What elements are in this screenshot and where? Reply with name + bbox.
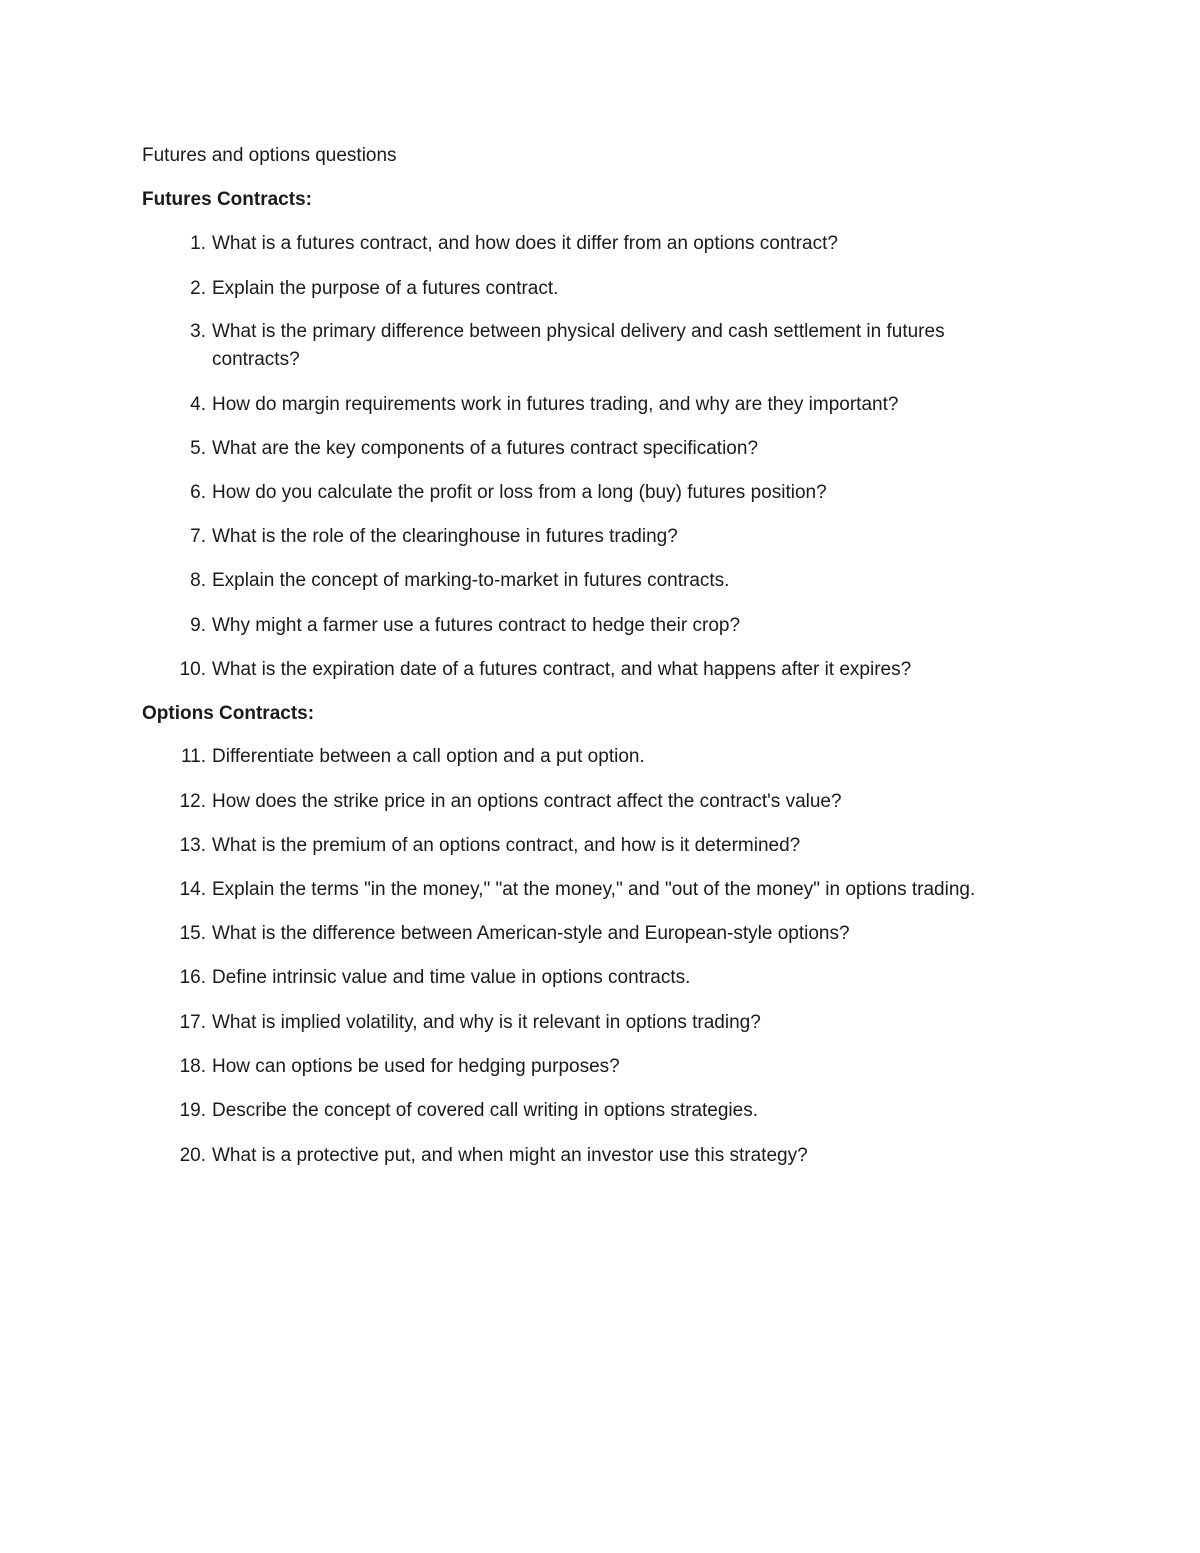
question-text: Differentiate between a call option and a put option. <box>212 746 645 767</box>
question-number: 9. <box>190 615 206 636</box>
question-text: How does the strike price in an options contract affect the contract's value? <box>212 791 842 812</box>
question-text: How do you calculate the profit or loss from a long (buy) futures position? <box>212 482 827 503</box>
question-number: 11. <box>180 746 206 767</box>
question-text: What is a futures contract, and how does it differ from an options contract? <box>212 233 838 254</box>
question-text: Describe the concept of covered call writing in options strategies. <box>212 1100 758 1121</box>
question-number: 16. <box>179 967 206 988</box>
question-number: 14. <box>179 879 206 900</box>
question-number: 12. <box>179 791 206 812</box>
question-text: Define intrinsic value and time value in options contracts. <box>212 967 691 988</box>
question-text: Explain the terms "in the money," "at the money," and "out of the money" in options trading. <box>212 879 976 900</box>
question-number: 3. <box>190 321 206 342</box>
question-text: What is the difference between American-style and European-style options? <box>212 923 850 944</box>
section-heading-options: Options Contracts: <box>142 703 315 724</box>
question-text: What is the expiration date of a futures contract, and what happens after it expires? <box>212 659 912 680</box>
question-number: 15. <box>179 923 206 944</box>
document-title: Futures and options questions <box>142 145 397 166</box>
question-text: Why might a farmer use a futures contract to hedge their crop? <box>212 615 741 636</box>
question-number: 13. <box>179 835 206 856</box>
section-heading-futures: Futures Contracts: <box>142 189 312 210</box>
question-number: 10. <box>179 659 206 680</box>
question-number: 17. <box>179 1012 206 1033</box>
question-number: 7. <box>190 526 206 547</box>
question-text: What is a protective put, and when might an investor use this strategy? <box>212 1145 808 1166</box>
question-text: How do margin requirements work in futures trading, and why are they important? <box>212 394 899 415</box>
question-text: Explain the concept of marking-to-market in futures contracts. <box>212 570 730 591</box>
question-number: 19. <box>179 1100 206 1121</box>
question-number: 5. <box>190 438 206 459</box>
question-text: How can options be used for hedging purposes? <box>212 1056 620 1077</box>
question-text: What is the premium of an options contract, and how is it determined? <box>212 835 801 856</box>
question-number: 4. <box>190 394 206 415</box>
question-text: What is the primary difference between physical delivery and cash settlement in futures contracts? <box>212 321 945 370</box>
question-number: 6. <box>190 482 206 503</box>
question-number: 1. <box>190 233 206 254</box>
question-text: Explain the purpose of a futures contract. <box>212 278 559 299</box>
question-text: What are the key components of a futures contract specification? <box>212 438 759 459</box>
question-text: What is implied volatility, and why is it relevant in options trading? <box>212 1012 761 1033</box>
question-number: 2. <box>190 278 206 299</box>
question-number: 18. <box>179 1056 206 1077</box>
question-text: What is the role of the clearinghouse in futures trading? <box>212 526 678 547</box>
question-number: 20. <box>179 1145 206 1166</box>
question-number: 8. <box>190 570 206 591</box>
